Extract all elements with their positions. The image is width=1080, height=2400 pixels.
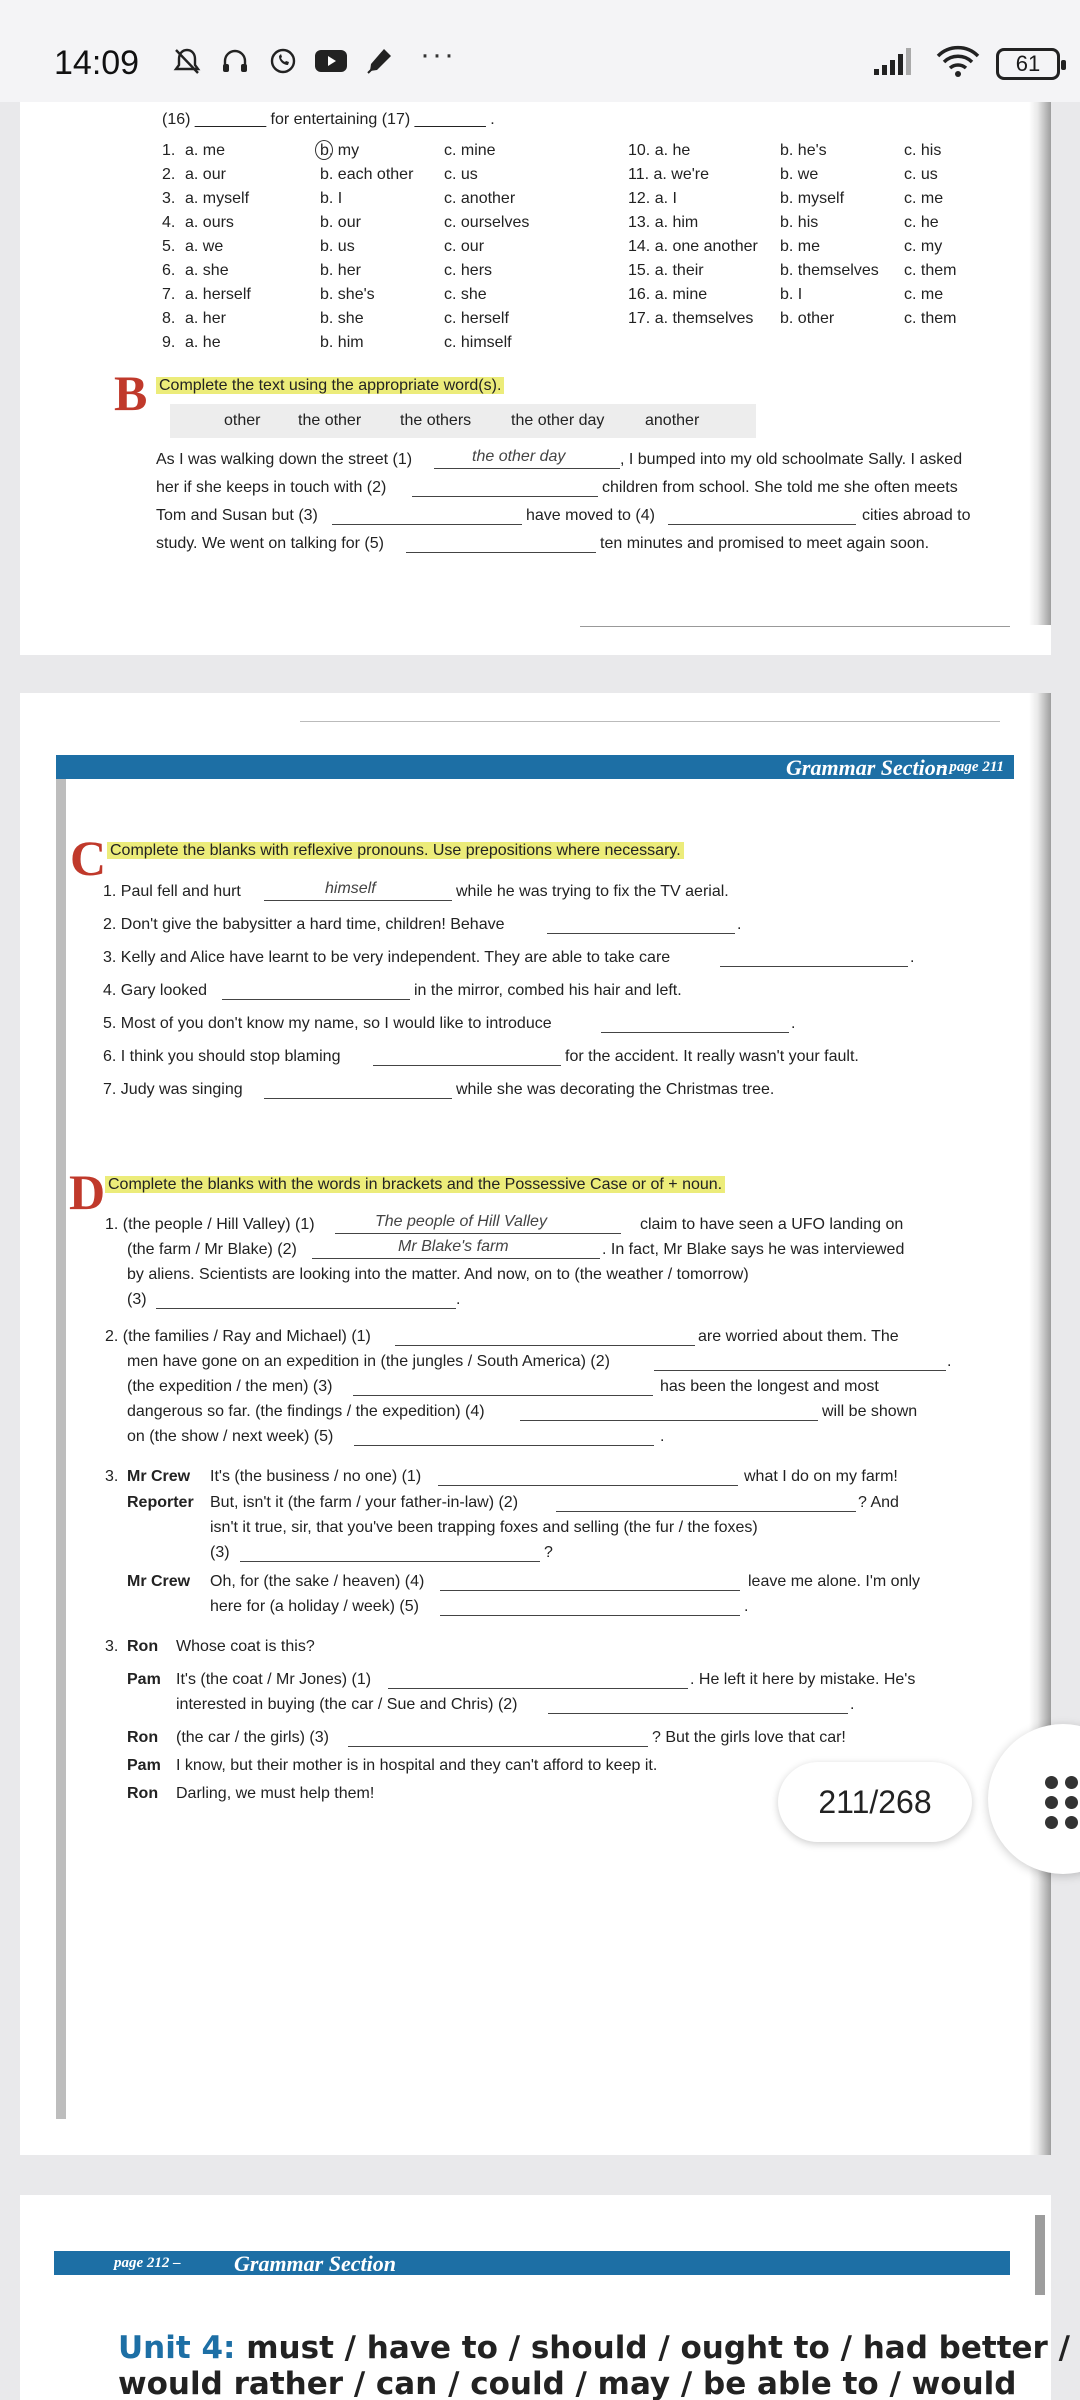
answer-text: the other day <box>472 448 566 465</box>
d3-line: (3) <box>210 1544 230 1561</box>
section-c-instruction: Complete the blanks with reflexive pronouns. Use prepositions where necessary. <box>107 842 684 859</box>
option-choice: b. she's <box>320 286 375 303</box>
d1-line: claim to have seen a UFO landing on <box>640 1216 904 1233</box>
grid-dots-icon[interactable] <box>1045 1776 1080 1826</box>
word-item: the other day <box>511 412 605 429</box>
option-choice: c. himself <box>444 334 512 351</box>
option-choice: a. he <box>185 334 221 351</box>
battery-indicator: 61 <box>996 48 1060 80</box>
option-choice: c. she <box>444 286 487 303</box>
c-item-2-post: . <box>737 916 742 933</box>
section-d-letter: D <box>69 1164 106 1220</box>
d1-line: . <box>456 1291 461 1308</box>
option-choice: 13. a. him <box>628 214 699 231</box>
option-choice: b. I <box>320 190 343 207</box>
d3-num: 3. <box>105 1468 119 1485</box>
text-line: Tom and Susan but (3) <box>156 507 318 524</box>
d4-line: (the car / the girls) (3) <box>176 1729 329 1746</box>
option-number: 8. <box>162 310 176 327</box>
d4-line: . <box>850 1696 855 1713</box>
option-choice: c. my <box>904 238 943 255</box>
d4-line: I know, but their mother is in hospital and they can't afford to keep it. <box>176 1757 658 1774</box>
page-counter[interactable]: 211/268 <box>778 1762 972 1842</box>
d4-num: 3. <box>105 1638 119 1655</box>
option-choice: c. another <box>444 190 516 207</box>
d1-line: 1. (the people / Hill Valley) (1) <box>105 1216 315 1233</box>
speaker: Mr Crew <box>127 1573 191 1590</box>
option-choice: c. them <box>904 262 957 279</box>
d4-line: ? But the girls love that car! <box>652 1729 846 1746</box>
unit-title-line-1 <box>118 2330 1070 2366</box>
banner-page: page 212 – <box>114 2255 181 2271</box>
text-line: , I bumped into my old schoolmate Sally. I asked <box>620 451 963 468</box>
d1-line: (the farm / Mr Blake) (2) <box>127 1241 297 1258</box>
option-choice: 15. a. their <box>628 262 704 279</box>
option-choice: b. him <box>320 334 364 351</box>
d2-line: . <box>947 1353 952 1370</box>
option-number: 3. <box>162 190 176 207</box>
option-choice: b. us <box>320 238 355 255</box>
signal-icon <box>872 45 920 82</box>
d2-line: on (the show / next week) (5) <box>127 1428 334 1445</box>
d2-line: . <box>660 1428 665 1445</box>
option-number: 4. <box>162 214 176 231</box>
more-notifications: ··· <box>420 38 456 71</box>
option-choice: 11. a. we're <box>628 166 710 183</box>
document-page-210 <box>20 102 1051 655</box>
d3-line: ? <box>544 1544 553 1561</box>
mute-icon <box>170 44 204 78</box>
section-b-letter: B <box>114 365 148 421</box>
d3-line: . <box>744 1598 749 1615</box>
word-item: the other <box>298 412 362 429</box>
d3-line: Oh, for (the sake / heaven) (4) <box>210 1573 425 1590</box>
grammar-section-banner <box>56 755 1014 779</box>
answer-text: The people of Hill Valley <box>375 1213 547 1230</box>
c-item-5-post: . <box>791 1015 796 1032</box>
option-number: 2. <box>162 166 176 183</box>
c-item-3: 3. Kelly and Alice have learnt to be very independent. They are able to take care <box>103 949 671 966</box>
d2-line: has been the longest and most <box>660 1378 879 1395</box>
answer-text: Mr Blake's farm <box>398 1238 509 1255</box>
option-choice: b. my <box>320 142 360 159</box>
d3-line: isn't it true, sir, that you've been trapping foxes and selling (the fur / the foxes) <box>210 1519 758 1536</box>
option-choice: b. each other <box>320 166 414 183</box>
d1-line: . In fact, Mr Blake says he was interviewed <box>602 1241 905 1258</box>
text-line: have moved to (4) <box>526 507 655 524</box>
d4-line: Whose coat is this? <box>176 1638 315 1655</box>
speaker: Ron <box>127 1785 159 1802</box>
option-choice: c. herself <box>444 310 509 327</box>
option-number: 7. <box>162 286 176 303</box>
d3-line: It's (the business / no one) (1) <box>210 1468 422 1485</box>
option-choice: a. her <box>185 310 226 327</box>
option-choice: 10. a. he <box>628 142 691 159</box>
d4-line: Darling, we must help them! <box>176 1785 375 1802</box>
c-item-3-post: . <box>910 949 915 966</box>
word-item: other <box>224 412 261 429</box>
text-line: children from school. She told me she often meets <box>602 479 958 496</box>
option-choice: c. his <box>904 142 942 159</box>
option-choice: c. our <box>444 238 485 255</box>
speaker: Reporter <box>127 1494 194 1511</box>
d3-line: leave me alone. I'm only <box>748 1573 921 1590</box>
d1-line: (3) <box>127 1291 147 1308</box>
option-choice: b. I <box>780 286 803 303</box>
d1-line: by aliens. Scientists are looking into the matter. And now, on to (the weather / tomorrow) <box>127 1266 749 1283</box>
option-choice: 12. a. I <box>628 190 677 207</box>
option-choice: c. me <box>904 190 944 207</box>
option-choice: c. them <box>904 310 957 327</box>
option-choice: c. us <box>444 166 478 183</box>
c-item-5: 5. Most of you don't know my name, so I would like to introduce <box>103 1015 552 1032</box>
d3-line: what I do on my farm! <box>744 1468 898 1485</box>
banner-page: – page 211 <box>938 759 1004 775</box>
speaker: Ron <box>127 1638 159 1655</box>
c-item-4: 4. Gary looked <box>103 982 208 999</box>
option-choice: c. he <box>904 214 939 231</box>
wifi-icon <box>936 44 980 83</box>
speaker: Pam <box>127 1671 161 1688</box>
speaker: Ron <box>127 1729 159 1746</box>
option-choice: b. his <box>780 214 819 231</box>
c-item-4-post: in the mirror, combed his hair and left. <box>414 982 682 999</box>
option-choice: c. me <box>904 286 944 303</box>
c-item-6: 6. I think you should stop blaming <box>103 1048 341 1065</box>
d3-line: But, isn't it (the farm / your father-in-law) (2) <box>210 1494 519 1511</box>
section-b-instruction: Complete the text using the appropriate word(s). <box>156 377 504 394</box>
option-choice: b. her <box>320 262 361 279</box>
text-line: As I was walking down the street (1) <box>156 451 413 468</box>
option-number: 9. <box>162 334 176 351</box>
word-item: another <box>645 412 700 429</box>
d2-line: (the expedition / the men) (3) <box>127 1378 333 1395</box>
option-choice: a. we <box>185 238 224 255</box>
option-number: 5. <box>162 238 176 255</box>
option-number: 1. <box>162 142 176 159</box>
document-page-211 <box>20 693 1051 2155</box>
d3-line: ? And <box>858 1494 899 1511</box>
text-line: study. We went on talking for (5) <box>156 535 384 552</box>
c-item-1: 1. Paul fell and hurt <box>103 883 241 900</box>
option-choice: b. themselves <box>780 262 879 279</box>
d2-line: men have gone on an expedition in (the jungles / South America) (2) <box>127 1353 610 1370</box>
option-choice: a. myself <box>185 190 250 207</box>
youtube-icon <box>314 44 348 78</box>
option-choice: a. ours <box>185 214 234 231</box>
option-number: 6. <box>162 262 176 279</box>
d4-line: . He left it here by mistake. He's <box>690 1671 916 1688</box>
option-choice: c. us <box>904 166 938 183</box>
option-choice: c. ourselves <box>444 214 530 231</box>
c-item-6-post: for the accident. It really wasn't your fault. <box>565 1048 859 1065</box>
unit-title-line-2: would rather / can / could / may / be able to / would <box>118 2366 1017 2400</box>
answer-text: himself <box>325 880 376 897</box>
c-item-1-post: while he was trying to fix the TV aerial. <box>456 883 729 900</box>
option-choice: b. she <box>320 310 364 327</box>
text-line: cities abroad to <box>862 507 971 524</box>
d2-line: are worried about them. The <box>698 1328 899 1345</box>
option-choice: c. hers <box>444 262 493 279</box>
grammar-section-banner-212 <box>54 2251 1010 2275</box>
whatsapp-icon <box>266 44 300 78</box>
unit-topics-1: must / have to / should / ought to / had better / <box>246 2330 1070 2366</box>
c-item-7-post: while she was decorating the Christmas tree. <box>456 1081 775 1098</box>
headset-icon <box>218 44 252 78</box>
option-choice: 16. a. mine <box>628 286 708 303</box>
word-item: the others <box>400 412 472 429</box>
option-choice: a. me <box>185 142 226 159</box>
d4-line: It's (the coat / Mr Jones) (1) <box>176 1671 372 1688</box>
status-time: 14:09 <box>54 44 140 82</box>
circle-mark <box>315 140 333 160</box>
option-choice: a. herself <box>185 286 251 303</box>
d2-line: 2. (the families / Ray and Michael) (1) <box>105 1328 371 1345</box>
speaker: Pam <box>127 1757 161 1774</box>
option-choice: b. myself <box>780 190 845 207</box>
word-box <box>170 404 756 438</box>
banner-title: Grammar Section <box>234 2251 396 2276</box>
banner-title: Grammar Section <box>786 755 948 780</box>
section-d-instruction: Complete the blanks with the words in brackets and the Possessive Case or of + noun. <box>105 1176 725 1193</box>
option-choice: b. our <box>320 214 361 231</box>
pen-icon <box>362 44 396 78</box>
option-choice: b. he's <box>780 142 827 159</box>
option-choice: b. other <box>780 310 835 327</box>
d2-line: will be shown <box>822 1403 918 1420</box>
option-choice: a. our <box>185 166 226 183</box>
c-item-2: 2. Don't give the babysitter a hard time, children! Behave <box>103 916 505 933</box>
status-bar <box>0 0 1080 102</box>
option-choice: b. we <box>780 166 819 183</box>
option-choice: c. mine <box>444 142 496 159</box>
text-line: her if she keeps in touch with (2) <box>156 479 387 496</box>
option-choice: b. me <box>780 238 821 255</box>
option-choice: a. she <box>185 262 229 279</box>
text-line: ten minutes and promised to meet again soon. <box>600 535 930 552</box>
option-choice: 14. a. one another <box>628 238 758 255</box>
d2-line: dangerous so far. (the findings / the expedition) (4) <box>127 1403 485 1420</box>
d3-line: here for (a holiday / week) (5) <box>210 1598 419 1615</box>
unit-label: Unit 4: <box>118 2330 236 2366</box>
intro-line: (16) ________ for entertaining (17) ________ . <box>162 111 495 128</box>
c-item-7: 7. Judy was singing <box>103 1081 243 1098</box>
d4-line: interested in buying (the car / Sue and Chris) (2) <box>176 1696 518 1713</box>
speaker: Mr Crew <box>127 1468 191 1485</box>
option-choice: 17. a. themselves <box>628 310 754 327</box>
section-c-letter: C <box>70 830 107 886</box>
